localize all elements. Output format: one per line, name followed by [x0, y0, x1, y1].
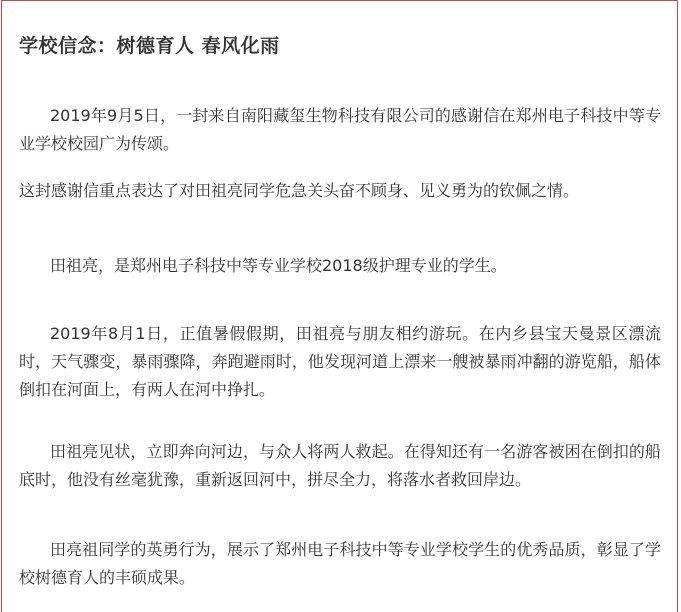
- article-title: 学校信念：树德育人 春风化雨: [19, 35, 280, 57]
- paragraph-student-intro: 田祖亮，是郑州电子科技中等专业学校2018级护理专业的学生。: [50, 256, 507, 275]
- paragraph-incident: 2019年8月1日，正值暑假假期，田祖亮与朋友相约游玩。在内乡县宝天曼景区漂流时，天气骤变，暴雨骤降，奔跑避雨时，他发现河道上漂来一艘被暴雨冲翻的游览船，船体倒扣在河面上，有两人在河中挣扎。: [19, 324, 661, 399]
- article-frame: [1, 0, 678, 612]
- paragraph-letter-received: 2019年9月5日，一封来自南阳藏玺生物科技有限公司的感谢信在郑州电子科技中等专业学校校园广为传颂。: [19, 106, 661, 153]
- paragraph-rescue: 田祖亮见状，立即奔向河边，与众人将两人救起。在得知还有一名游客被困在倒扣的船底时，他没有丝毫犹豫，重新返回河中，拼尽全力，将落水者救回岸边。: [19, 442, 661, 489]
- paragraph-letter-content: 这封感谢信重点表达了对田祖亮同学危急关头奋不顾身、见义勇为的钦佩之情。: [19, 181, 580, 200]
- paragraph-conclusion: 田亮祖同学的英勇行为，展示了郑州电子科技中等专业学校学生的优秀品质，彰显了学校树德育人的丰硕成果。: [19, 540, 661, 587]
